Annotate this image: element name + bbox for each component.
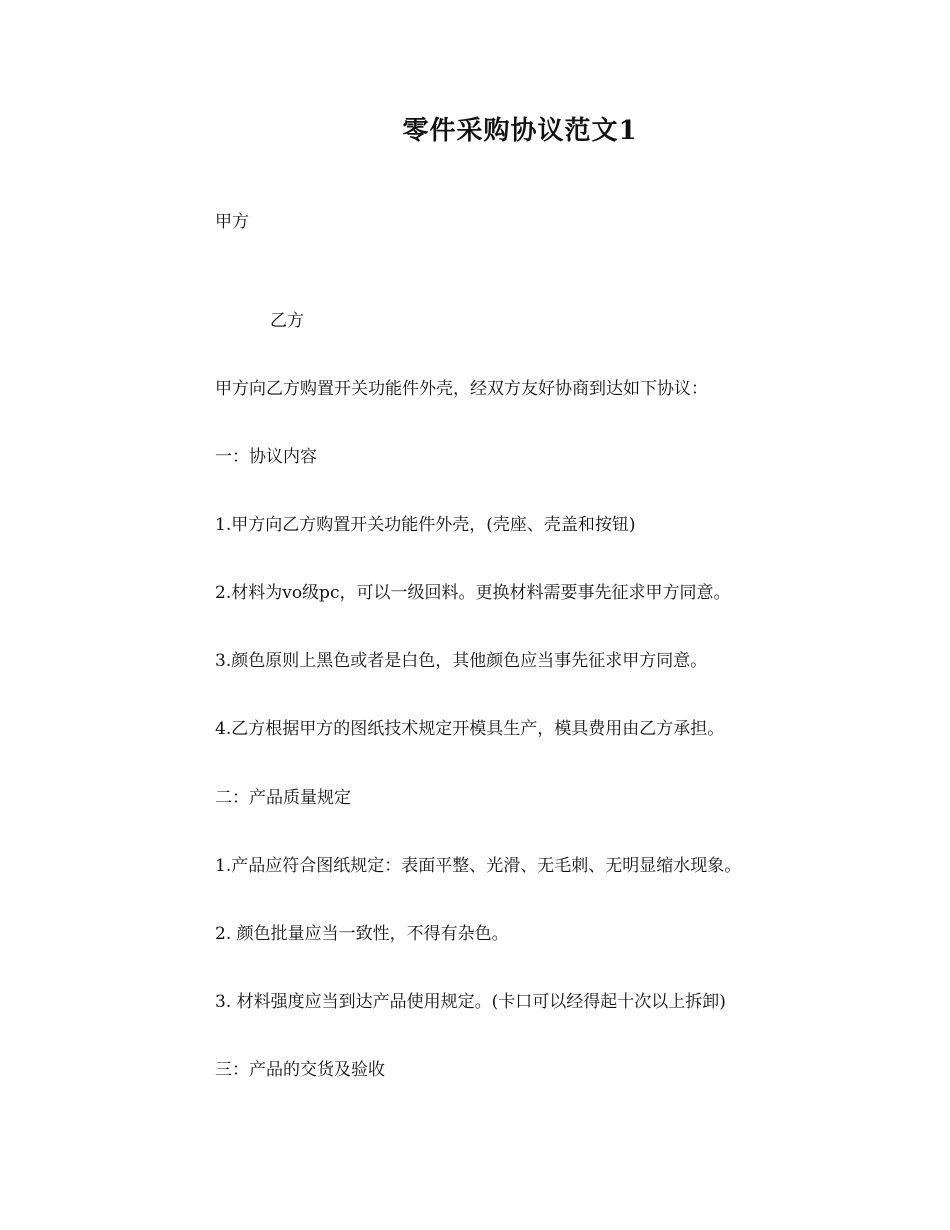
party-b-label: 乙方 <box>270 311 304 331</box>
section-heading-1: 一：协议内容 <box>215 447 317 467</box>
clause-1-2: 2.材料为vo级pc，可以一级回料。更换材料需要事先征求甲方同意。 <box>215 583 731 603</box>
party-a-label: 甲方 <box>215 212 249 232</box>
clause-1-1: 1.甲方向乙方购置开关功能件外壳，(壳座、壳盖和按钮) <box>215 515 636 535</box>
section-heading-2: 二：产品质量规定 <box>215 788 351 808</box>
section-heading-3: 三：产品的交货及验收 <box>215 1060 385 1080</box>
clause-1-3: 3.颜色原则上黑色或者是白色，其他颜色应当事先征求甲方同意。 <box>215 651 708 671</box>
clause-1-4: 4.乙方根据甲方的图纸技术规定开模具生产，模具费用由乙方承担。 <box>215 719 725 739</box>
clause-2-2: 2. 颜色批量应当一致性，不得有杂色。 <box>215 924 509 944</box>
intro-paragraph: 甲方向乙方购置开关功能件外壳，经双方友好协商到达如下协议： <box>215 379 708 399</box>
clause-2-1: 1.产品应符合图纸规定：表面平整、光滑、无毛刺、无明显缩水现象。 <box>215 856 742 876</box>
document-title: 零件采购协议范文1 <box>402 116 638 146</box>
clause-2-3: 3. 材料强度应当到达产品使用规定。(卡口可以经得起十次以上拆卸) <box>215 992 726 1012</box>
